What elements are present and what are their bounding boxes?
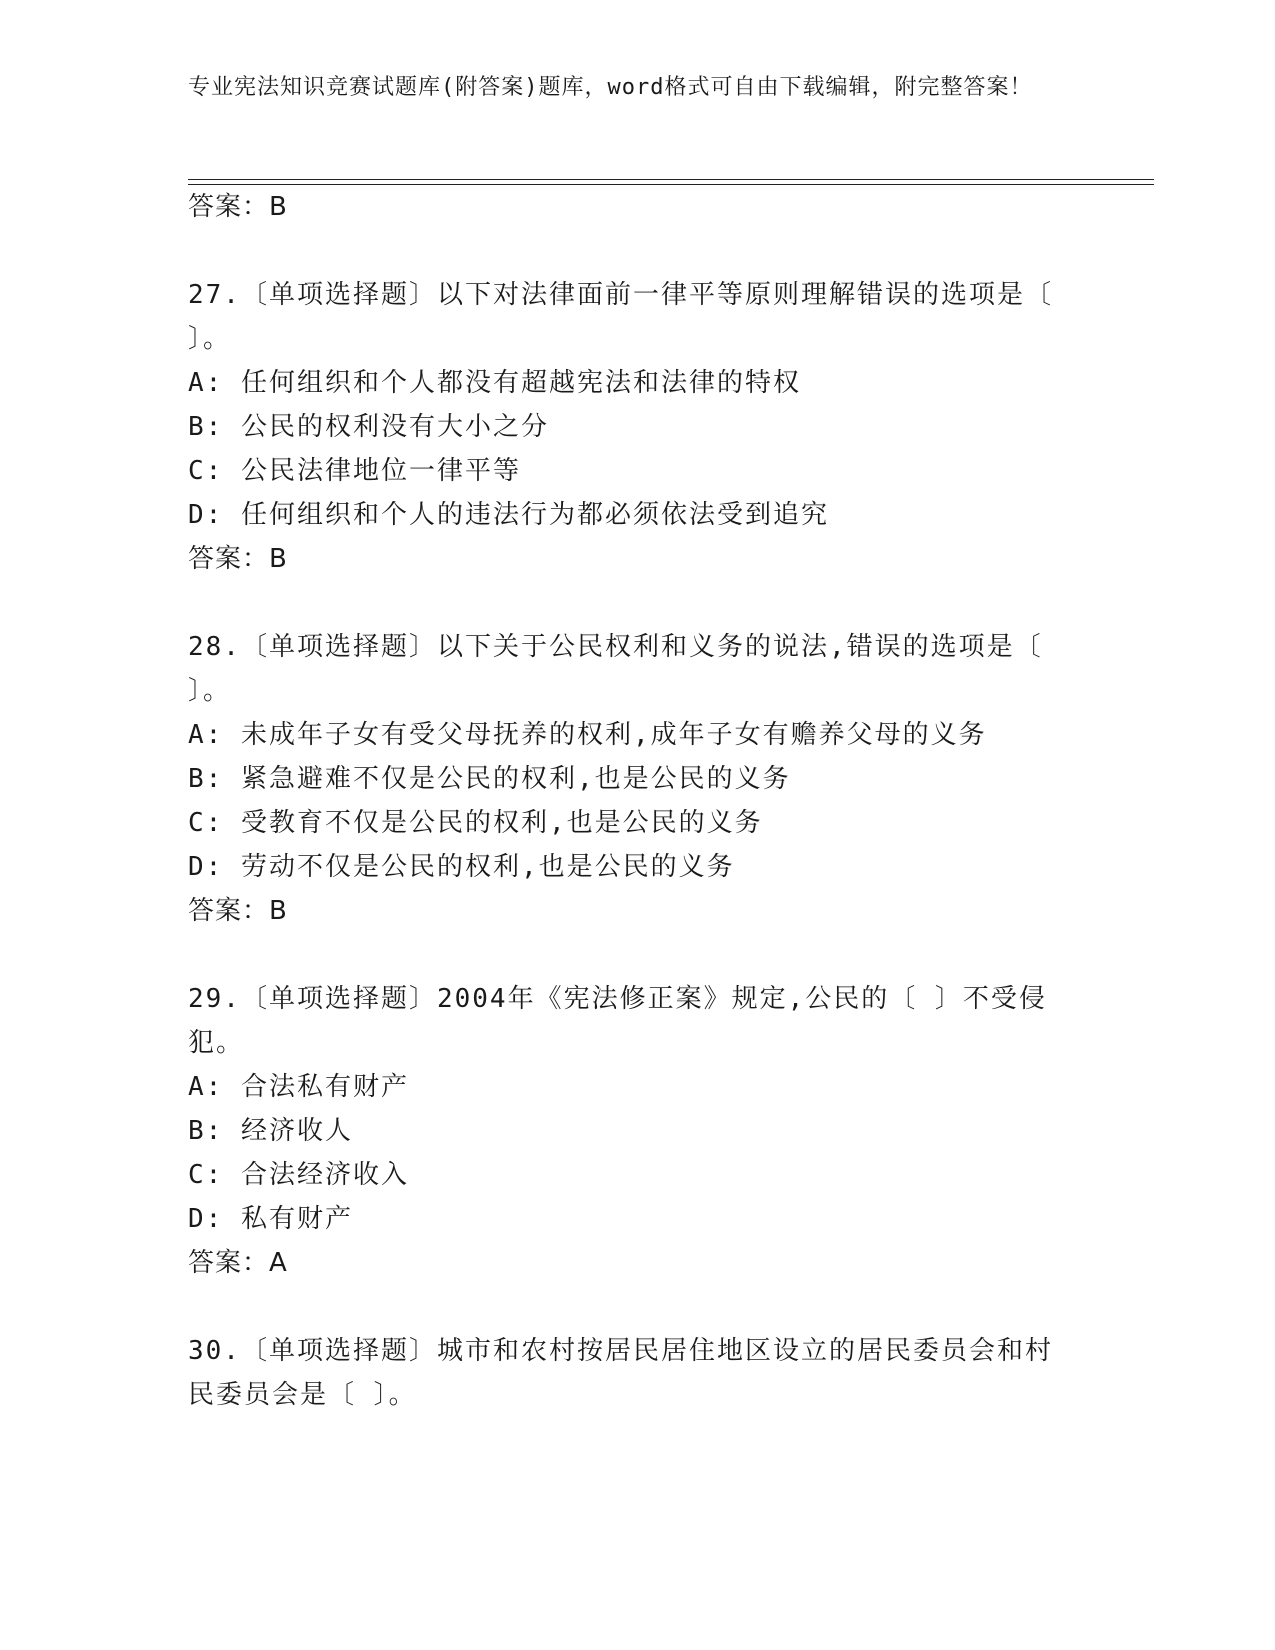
question-29-option-c: C: 合法经济收入 bbox=[188, 1160, 409, 1190]
question-27-option-d: D: 任何组织和个人的违法行为都必须依法受到追究 bbox=[188, 500, 829, 530]
question-27-option-b: B: 公民的权利没有大小之分 bbox=[188, 412, 549, 442]
question-28-stem: 28.〔单项选择题〕以下关于公民权利和义务的说法,错误的选项是〔 bbox=[188, 632, 1043, 662]
question-28-stem-cont: 〕。 bbox=[188, 676, 232, 706]
previous-answer: 答案：B bbox=[188, 192, 288, 222]
question-27-stem: 27.〔单项选择题〕以下对法律面前一律平等原则理解错误的选项是〔 bbox=[188, 280, 1053, 310]
question-29-option-b: B: 经济收人 bbox=[188, 1116, 353, 1146]
question-27-stem-cont: 〕。 bbox=[188, 324, 232, 354]
question-29-stem: 29.〔单项选择题〕2004年《宪法修正案》规定,公民的〔 〕不受侵 bbox=[188, 984, 1047, 1014]
question-28-option-b: B: 紧急避难不仅是公民的权利,也是公民的义务 bbox=[188, 764, 791, 794]
question-28-answer: 答案：B bbox=[188, 896, 288, 926]
question-29-option-d: D: 私有财产 bbox=[188, 1204, 353, 1234]
question-28-option-d: D: 劳动不仅是公民的权利,也是公民的义务 bbox=[188, 852, 735, 882]
question-28-option-a: A: 未成年子女有受父母抚养的权利,成年子女有赡养父母的义务 bbox=[188, 720, 987, 750]
question-27-option-c: C: 公民法律地位一律平等 bbox=[188, 456, 521, 486]
question-30-stem: 30.〔单项选择题〕城市和农村按居民居住地区设立的居民委员会和村 bbox=[188, 1336, 1053, 1366]
header-divider-bottom bbox=[188, 184, 1154, 185]
page-header-text: 专业宪法知识竞赛试题库(附答案)题库，word格式可自由下载编辑，附完整答案！ bbox=[188, 75, 1033, 100]
question-30-stem-cont: 民委员会是〔 〕。 bbox=[188, 1380, 417, 1410]
question-27-answer: 答案：B bbox=[188, 544, 288, 574]
question-29-stem-cont: 犯。 bbox=[188, 1028, 245, 1058]
question-27-option-a: A: 任何组织和个人都没有超越宪法和法律的特权 bbox=[188, 368, 801, 398]
header-divider-top bbox=[188, 179, 1154, 180]
question-28-option-c: C: 受教育不仅是公民的权利,也是公民的义务 bbox=[188, 808, 763, 838]
question-29-option-a: A: 合法私有财产 bbox=[188, 1072, 409, 1102]
question-29-answer: 答案：A bbox=[188, 1248, 288, 1278]
